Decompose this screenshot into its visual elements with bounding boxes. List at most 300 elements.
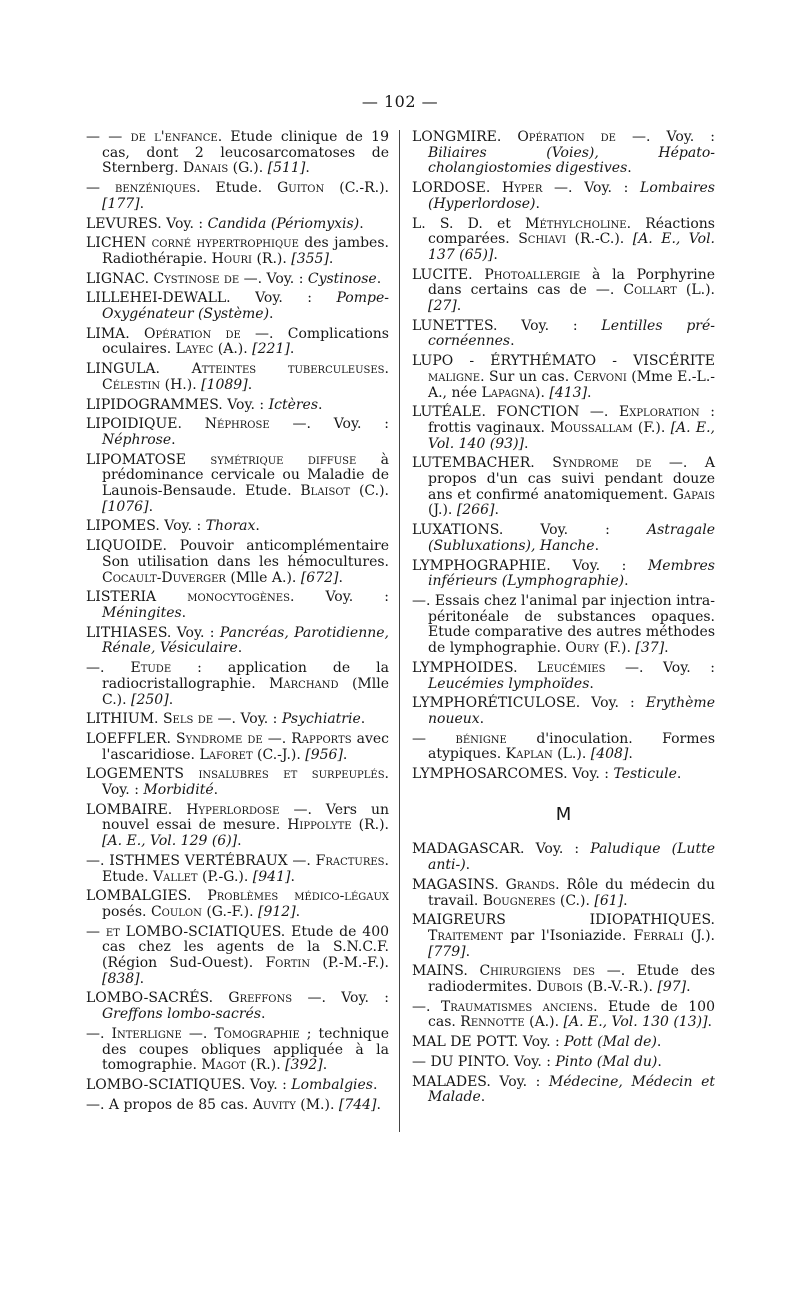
entry-smallcaps-text: Marchand: [269, 675, 339, 692]
entry-reference: [408]: [590, 746, 629, 763]
entry-smallcaps-text: Schiavi: [518, 231, 567, 248]
entry-smallcaps-text: Bougneres: [482, 892, 556, 909]
entry-text: .: [148, 498, 154, 515]
entry-text: .: [376, 1096, 381, 1113]
entry-text: —. Etude des radiodermites.: [428, 963, 716, 996]
entry-text: .: [213, 782, 219, 799]
index-entry: [412, 1035, 715, 1051]
entry-text: MALADES. Voy. :: [412, 1073, 549, 1090]
entry-text: à prédominance cervicale ou Maladie de Launois-Bensaude. Etude.: [102, 451, 389, 500]
entry-reference: [97]: [657, 979, 687, 996]
page-number: — 102 —: [361, 92, 439, 111]
index-entry: [412, 130, 715, 177]
entry-text: à la Porphyrine dans certains cas de —.: [428, 266, 716, 299]
entry-smallcaps-text: Oury: [565, 640, 600, 657]
entry-text: .: [139, 970, 145, 987]
entry-text: MAL DE POTT. Voy. :: [412, 1034, 565, 1051]
entry-text: L. S. D. et: [412, 215, 526, 232]
index-entry: [86, 519, 389, 535]
entry-text: . Sur un cas.: [480, 368, 574, 385]
entry-reference: Biliaires (Voies), Hépato-cholangiostomies digestives: [428, 144, 715, 177]
entry-text: .: [247, 376, 253, 393]
index-entry: [86, 327, 389, 358]
entry-text: LUCITE.: [412, 266, 485, 283]
entry-reference: Pancréas, Parotidienne, Rénale, Vésiculaire: [102, 624, 389, 657]
entry-text: (P.-M.-F.).: [310, 955, 389, 972]
entry-text: LEVURES. Voy. :: [86, 215, 208, 232]
entry-smallcaps-text: Fractures: [315, 852, 385, 869]
entry-text: MAIGREURS IDIOPATHIQUES.: [412, 912, 715, 929]
entry-text: LYMPHORÉTICULOSE. Voy. :: [412, 695, 646, 712]
entry-reference: Testicule: [613, 766, 677, 783]
entry-text: LITHIASES. Voy. :: [86, 624, 220, 641]
entry-text: .: [290, 868, 295, 885]
entry-text: d'inoculation. Formes atypiques.: [428, 730, 715, 763]
index-entry: [412, 1055, 715, 1071]
entry-text: LIPOIDIQUE.: [86, 416, 205, 433]
entry-smallcaps-text: Moussallam: [550, 419, 633, 436]
index-entry: [412, 964, 715, 995]
entry-text: LIGNAC.: [86, 270, 154, 287]
entry-text: .: [524, 435, 529, 452]
entry-reference: Paludique (Lutte anti-): [428, 841, 715, 874]
entry-text: .: [237, 640, 243, 657]
entry-text: .: [465, 943, 471, 960]
entry-text: .: [510, 333, 515, 350]
entry-text: LICHEN: [86, 235, 152, 252]
index-entry: [412, 913, 715, 960]
entry-text: MAGASINS.: [412, 876, 506, 893]
entry-reference: Méningites: [102, 604, 182, 621]
index-entry: [86, 181, 389, 212]
entry-text: LINGULA.: [86, 361, 192, 378]
entry-text: —: [86, 180, 115, 197]
entry-text: MADAGASCAR. Voy. :: [412, 841, 591, 858]
index-entry: [86, 217, 389, 233]
entry-text: —. A propos d'un cas suivi pendant douze ans et confirmé anatomiquement.: [428, 455, 715, 503]
entry-text: LOMBALGIES.: [86, 888, 208, 905]
entry-reference: [413]: [549, 384, 588, 401]
entry-smallcaps-text: Fortin: [265, 955, 311, 972]
entry-reference: [838]: [102, 970, 140, 987]
entry-text: —. ISTHMES VERTÉBRAUX —.: [86, 852, 316, 869]
index-entry: [412, 405, 715, 452]
right-column: [412, 130, 715, 1110]
index-entry: [86, 362, 389, 393]
entry-text: .: [289, 341, 295, 358]
entry-text: LIMA.: [86, 325, 144, 342]
entry-text: .: [589, 675, 594, 692]
entry-smallcaps-text: Opération de: [517, 129, 616, 145]
entry-text: . Etude de 100 cas.: [428, 998, 715, 1031]
index-entry: [86, 272, 389, 288]
entry-text: LUNETTES. Voy. :: [412, 317, 602, 334]
entry-smallcaps-text: Vallet: [153, 868, 198, 885]
entry-reference: Morbidité: [143, 782, 214, 799]
entry-text: —.: [86, 1025, 112, 1042]
entry-text: .: [376, 270, 382, 287]
entry-text: (B.-V.-R.).: [582, 979, 658, 996]
entry-smallcaps-text: Hippolyte: [287, 817, 352, 834]
entry-reference: Pinto (Mal du): [555, 1053, 658, 1070]
index-entry: [86, 661, 389, 708]
entry-text: .: [493, 246, 498, 263]
entry-text: .: [318, 396, 323, 413]
entry-text: .: [269, 306, 274, 323]
entry-smallcaps-text: Ferrali: [633, 927, 684, 944]
entry-reference: [A. E., Vol. 137 (65)]: [428, 231, 715, 263]
index-entry: [412, 523, 715, 554]
entry-text: (R.).: [245, 1057, 286, 1074]
entry-text: .: [627, 160, 632, 177]
entry-smallcaps-text: Cocault-Duverger: [102, 569, 226, 586]
entry-text: .: [322, 1057, 328, 1074]
entry-text: — —: [86, 129, 131, 145]
entry-reference: [511]: [267, 160, 306, 177]
entry-text: —.: [181, 1025, 215, 1042]
entry-smallcaps-text: Hyperlordose: [186, 801, 280, 818]
index-entry: [412, 181, 715, 212]
entry-smallcaps-text: Leucémies: [537, 659, 606, 676]
left-column: [86, 130, 389, 1117]
entry-text: —. Vers un nouvel essai de mesure.: [102, 801, 389, 834]
entry-reference: [672]: [300, 569, 339, 586]
index-entry: [86, 854, 389, 885]
entry-text: LUPO - ÉRYTHÉMATO - VISCÉRITE: [412, 353, 715, 370]
entry-smallcaps-text: Magot: [201, 1057, 246, 1074]
entry-text: —. Voy. :: [213, 711, 282, 728]
index-entry: [412, 1000, 715, 1031]
index-entry: [86, 291, 389, 322]
entry-smallcaps-text: bénigne: [455, 730, 507, 747]
entry-smallcaps-text: Dubois: [536, 979, 583, 996]
entry-reference: [779]: [428, 943, 466, 960]
entry-smallcaps-text: Traumatismes anciens: [440, 998, 594, 1015]
entry-text: —. Voy. :: [542, 180, 641, 197]
entry-text: (M.).: [295, 1096, 339, 1113]
entry-reference: [266]: [456, 502, 495, 519]
entry-text: LITHIUM.: [86, 711, 163, 728]
entry-smallcaps-text: Blaisot: [300, 483, 351, 500]
entry-smallcaps-text: et: [105, 923, 120, 940]
index-entry: [86, 712, 389, 728]
entry-text: (G.-F.).: [201, 903, 259, 920]
entry-text: .: [456, 298, 462, 315]
entry-smallcaps-text: Coulon: [150, 903, 202, 920]
entry-text: (R.).: [351, 817, 389, 834]
entry-text: posés.: [102, 903, 151, 920]
entry-reference: Ictères: [268, 396, 319, 413]
index-entry: [412, 696, 715, 727]
index-entry: [86, 539, 389, 586]
entry-text: LISTERIA: [86, 589, 188, 606]
entry-text: ).: [535, 384, 550, 401]
index-entry: [412, 354, 715, 401]
entry-smallcaps-text: Problèmes médico-légaux: [207, 888, 390, 905]
entry-reference: Greffons lombo-sacrés: [102, 1006, 261, 1023]
entry-text: .: [342, 746, 348, 763]
index-entry: [86, 236, 389, 267]
entry-text: LIPOMES. Voy. :: [86, 518, 206, 535]
entry-text: .: [479, 710, 485, 727]
entry-text: LOGEMENTS: [86, 766, 199, 783]
index-entry: [412, 456, 715, 519]
entry-reference: [61]: [594, 892, 624, 909]
entry-text: .: [255, 518, 260, 535]
entry-smallcaps-text: Cervoni: [573, 368, 627, 385]
column-divider: [399, 130, 400, 1132]
entry-smallcaps-text: insalubres et surpeuplés: [198, 766, 385, 783]
entry-text: (A.).: [213, 341, 253, 358]
index-entry: [86, 626, 389, 657]
entry-text: —. Essais chez l'animal par injection intra-péritonéale de substances opaques. Etude comparative des autres méthodes de lymphographie.: [412, 592, 715, 657]
entry-text: LOEFFLER.: [86, 730, 177, 747]
entry-text: (L.).: [676, 282, 715, 299]
entry-text: .: [686, 979, 691, 996]
entry-text: .: [535, 195, 540, 212]
entry-smallcaps-text: monocytogènes: [187, 589, 290, 606]
index-entry: [412, 732, 715, 763]
entry-text: LIPIDOGRAMMES. Voy. :: [86, 396, 269, 413]
entry-smallcaps-text: Etude: [130, 660, 172, 677]
entry-text: : application de la radiocristallographie.: [102, 660, 389, 692]
entry-smallcaps-text: Laforet: [199, 746, 253, 763]
entry-smallcaps-text: Traitement: [428, 927, 503, 944]
entry-text: (R.).: [252, 250, 292, 267]
entry-text: (P.-G.).: [197, 868, 253, 885]
entry-smallcaps-text: symétrique diffuse: [210, 451, 357, 468]
entry-text: (A.).: [524, 1014, 564, 1031]
index-entry: [412, 594, 715, 657]
entry-text: —: [86, 923, 106, 940]
entry-text: par l'Isoniazide.: [502, 927, 634, 944]
entry-text: .: [676, 766, 682, 783]
entry-text: .: [171, 431, 176, 448]
entry-text: LIPOMATOSE: [86, 451, 211, 468]
entry-text: .: [707, 1014, 712, 1031]
entry-smallcaps-text: Tomographie: [214, 1025, 300, 1042]
entry-smallcaps-text: Rennotte: [460, 1014, 525, 1031]
entry-text: .: [168, 691, 174, 708]
entry-text: .: [623, 892, 628, 909]
entry-reference: [744]: [338, 1096, 377, 1113]
entry-smallcaps-text: maligne: [428, 368, 481, 385]
entry-reference: [956]: [305, 746, 343, 763]
entry-text: LUTÉALE. FONCTION —.: [412, 404, 619, 421]
entry-text: (J.).: [428, 502, 457, 519]
entry-text: . Réactions comparées.: [428, 215, 715, 248]
index-entry: [86, 590, 389, 621]
index-entry: [86, 803, 389, 850]
entry-smallcaps-text: Syndrome de: [552, 455, 652, 472]
entry-text: (C.).: [555, 892, 595, 909]
entry-smallcaps-text: Lapagna: [481, 384, 536, 401]
entry-text: .: [359, 215, 364, 232]
entry-reference: [1089]: [201, 376, 248, 393]
entry-text: LOMBO-SACRÉS.: [86, 990, 229, 1007]
entry-reference: Erythème noueux: [428, 695, 715, 727]
entry-smallcaps-text: Collart: [623, 282, 677, 299]
entry-reference: Psychiatrie: [281, 711, 361, 728]
index-entry: [412, 1075, 715, 1106]
entry-text: : frottis vaginaux.: [428, 404, 715, 436]
entry-reference: Lombalgies: [291, 1076, 373, 1093]
index-entry: [86, 925, 389, 988]
entry-text: LORDOSE.: [412, 180, 502, 197]
entry-text: LUXATIONS. Voy. :: [412, 522, 647, 539]
index-entry: [412, 217, 715, 264]
index-entry: [86, 889, 389, 920]
entry-text: —.: [262, 730, 292, 747]
entry-text: .: [594, 537, 600, 554]
entry-text: . Etude.: [196, 180, 278, 197]
entry-text: .: [181, 604, 187, 621]
entry-text: .: [494, 502, 499, 519]
entry-text: —.: [412, 998, 441, 1015]
entry-text: —. Complications oculaires.: [102, 325, 389, 358]
entry-text: —. Voy. :: [615, 129, 716, 145]
entry-text: .: [657, 1053, 662, 1070]
entry-text: des jambes. Radiothérapie.: [102, 235, 389, 267]
index-entry: [86, 1098, 389, 1114]
index-entry: [86, 1078, 389, 1094]
index-entry: [412, 878, 715, 909]
entry-reference: [A. E., Vol. 140 (93)]: [428, 419, 715, 452]
entry-text: —. Voy. :: [239, 270, 308, 287]
index-entry: [412, 661, 715, 692]
entry-text: .: [328, 250, 334, 267]
entry-smallcaps-text: Exploration: [618, 404, 700, 421]
entry-text: —. Voy. :: [269, 416, 389, 433]
entry-reference: [A. E., Vol. 129 (6)]: [102, 833, 238, 850]
entry-smallcaps-text: Atteintes tuberculeuses: [191, 361, 385, 378]
entry-text: .: [480, 1089, 486, 1106]
entry-text: (R.-C.).: [566, 231, 633, 248]
index-entry: [86, 1027, 389, 1074]
entry-text: —.: [86, 660, 131, 677]
entry-text: LYMPHOIDES.: [412, 659, 538, 676]
entry-text: . Voy. :: [289, 589, 389, 606]
entry-reference: Cystinose: [307, 270, 377, 287]
entry-text: MAINS.: [412, 963, 480, 980]
entry-text: LUTEMBACHER.: [412, 455, 553, 472]
entry-text: (Mlle A.).: [225, 569, 301, 586]
entry-smallcaps-text: Danais: [183, 160, 229, 177]
entry-text: (L.).: [552, 746, 591, 763]
entry-smallcaps-text: Grands: [505, 876, 556, 893]
entry-text: .: [664, 640, 669, 657]
entry-smallcaps-text: Gapais: [672, 486, 715, 503]
entry-smallcaps-text: Kaplan: [505, 746, 553, 763]
entry-text: (C.-J.).: [252, 746, 306, 763]
index-entry: [86, 417, 389, 448]
entry-text: LONGMIRE.: [412, 129, 518, 145]
entry-reference: [392]: [285, 1057, 323, 1074]
index-entry: [86, 130, 389, 177]
index-entry: [412, 842, 715, 873]
entry-reference: Pott (Mal de): [564, 1034, 657, 1051]
entry-text: (G.).: [228, 160, 268, 177]
entry-smallcaps-text: Célestin: [102, 376, 161, 393]
index-entry: [412, 559, 715, 590]
index-entry: [86, 453, 389, 516]
entry-text: . Voy. :: [102, 766, 389, 799]
section-l-continued: [412, 130, 715, 783]
entry-reference: [27]: [428, 298, 457, 315]
entry-text: (F.).: [599, 640, 636, 657]
entry-reference: [941]: [252, 868, 291, 885]
entry-text: —: [412, 730, 456, 747]
entry-reference: [177]: [102, 195, 140, 212]
entry-text: .: [295, 903, 301, 920]
entry-text: .: [465, 857, 471, 874]
entry-reference: [1076]: [102, 498, 149, 515]
entry-smallcaps-text: de l'enfance: [130, 129, 218, 145]
entry-text: .: [587, 384, 592, 401]
entry-text: LOMBO-SCIATIQUES. Etude de 400 cas chez les agents de la S.N.C.F. (Région Sud-Ouest).: [102, 923, 390, 972]
entry-smallcaps-text: Houri: [211, 250, 252, 267]
entry-text: (Mme E.-L.-A., née: [428, 368, 716, 401]
entry-text: LYMPHOGRAPHIE. Voy. :: [412, 557, 648, 574]
entry-text: .: [384, 361, 389, 378]
index-entry: [86, 398, 389, 414]
entry-text: . Etude.: [102, 852, 389, 885]
entry-text: (J.).: [683, 927, 715, 944]
entry-smallcaps-text: Photoallergie: [484, 266, 581, 283]
entry-text: .: [305, 160, 310, 177]
index-entry: [86, 732, 389, 763]
entry-text: .: [139, 195, 145, 212]
entry-smallcaps-text: Rapports: [291, 730, 352, 747]
entry-text: (H.).: [160, 376, 202, 393]
entry-text: . Rôle du médecin du travail.: [428, 876, 715, 909]
entry-text: — DU PINTO. Voy. :: [412, 1053, 556, 1070]
entry-reference: Candida (Périomyxis): [207, 215, 360, 232]
entry-text: —. Voy. :: [292, 990, 389, 1007]
entry-smallcaps-text: Méthylcholine: [525, 215, 627, 232]
entry-reference: [355]: [291, 250, 329, 267]
section-letter-heading: M: [555, 803, 572, 825]
index-entry: [412, 319, 715, 350]
entry-text: .: [628, 746, 633, 763]
entry-smallcaps-text: Layec: [175, 341, 214, 358]
entry-smallcaps-text: Hyper: [501, 180, 543, 197]
entry-reference: Astragale (Subluxations), Hanche: [428, 522, 715, 554]
entry-text: .: [624, 573, 629, 590]
entry-text: (C.).: [350, 483, 389, 500]
entry-reference: [250]: [131, 691, 169, 708]
entry-text: (Mlle C.).: [102, 675, 389, 708]
entry-text: —. Voy. :: [605, 659, 715, 676]
entry-text: .: [338, 569, 343, 586]
entry-text: avec l'ascaridiose.: [102, 730, 390, 763]
section-m: [412, 842, 715, 1106]
entry-text: LOMBAIRE.: [86, 801, 187, 818]
entry-reference: Lombaires (Hyperlordose): [428, 180, 715, 212]
entry-reference: Médecine, Médecin et Malade: [428, 1073, 715, 1106]
index-entry: [412, 767, 715, 783]
entry-smallcaps-text: Sels de: [162, 711, 214, 728]
entry-text: .: [261, 1006, 266, 1023]
entry-text: LYMPHOSARCOMES. Voy. :: [412, 766, 614, 783]
entry-reference: Leucémies lymphoïdes: [428, 675, 590, 692]
entry-smallcaps-text: Néphrose: [204, 416, 270, 433]
entry-text: —. A propos de 85 cas.: [86, 1096, 253, 1113]
entry-reference: [912]: [258, 903, 296, 920]
index-entry: [412, 268, 715, 315]
entry-reference: [A. E., Vol. 130 (13)]: [563, 1014, 708, 1031]
entry-text: . Etude clinique de 19 cas, dont 2 leucosarcomatoses de Sternberg.: [102, 129, 389, 177]
